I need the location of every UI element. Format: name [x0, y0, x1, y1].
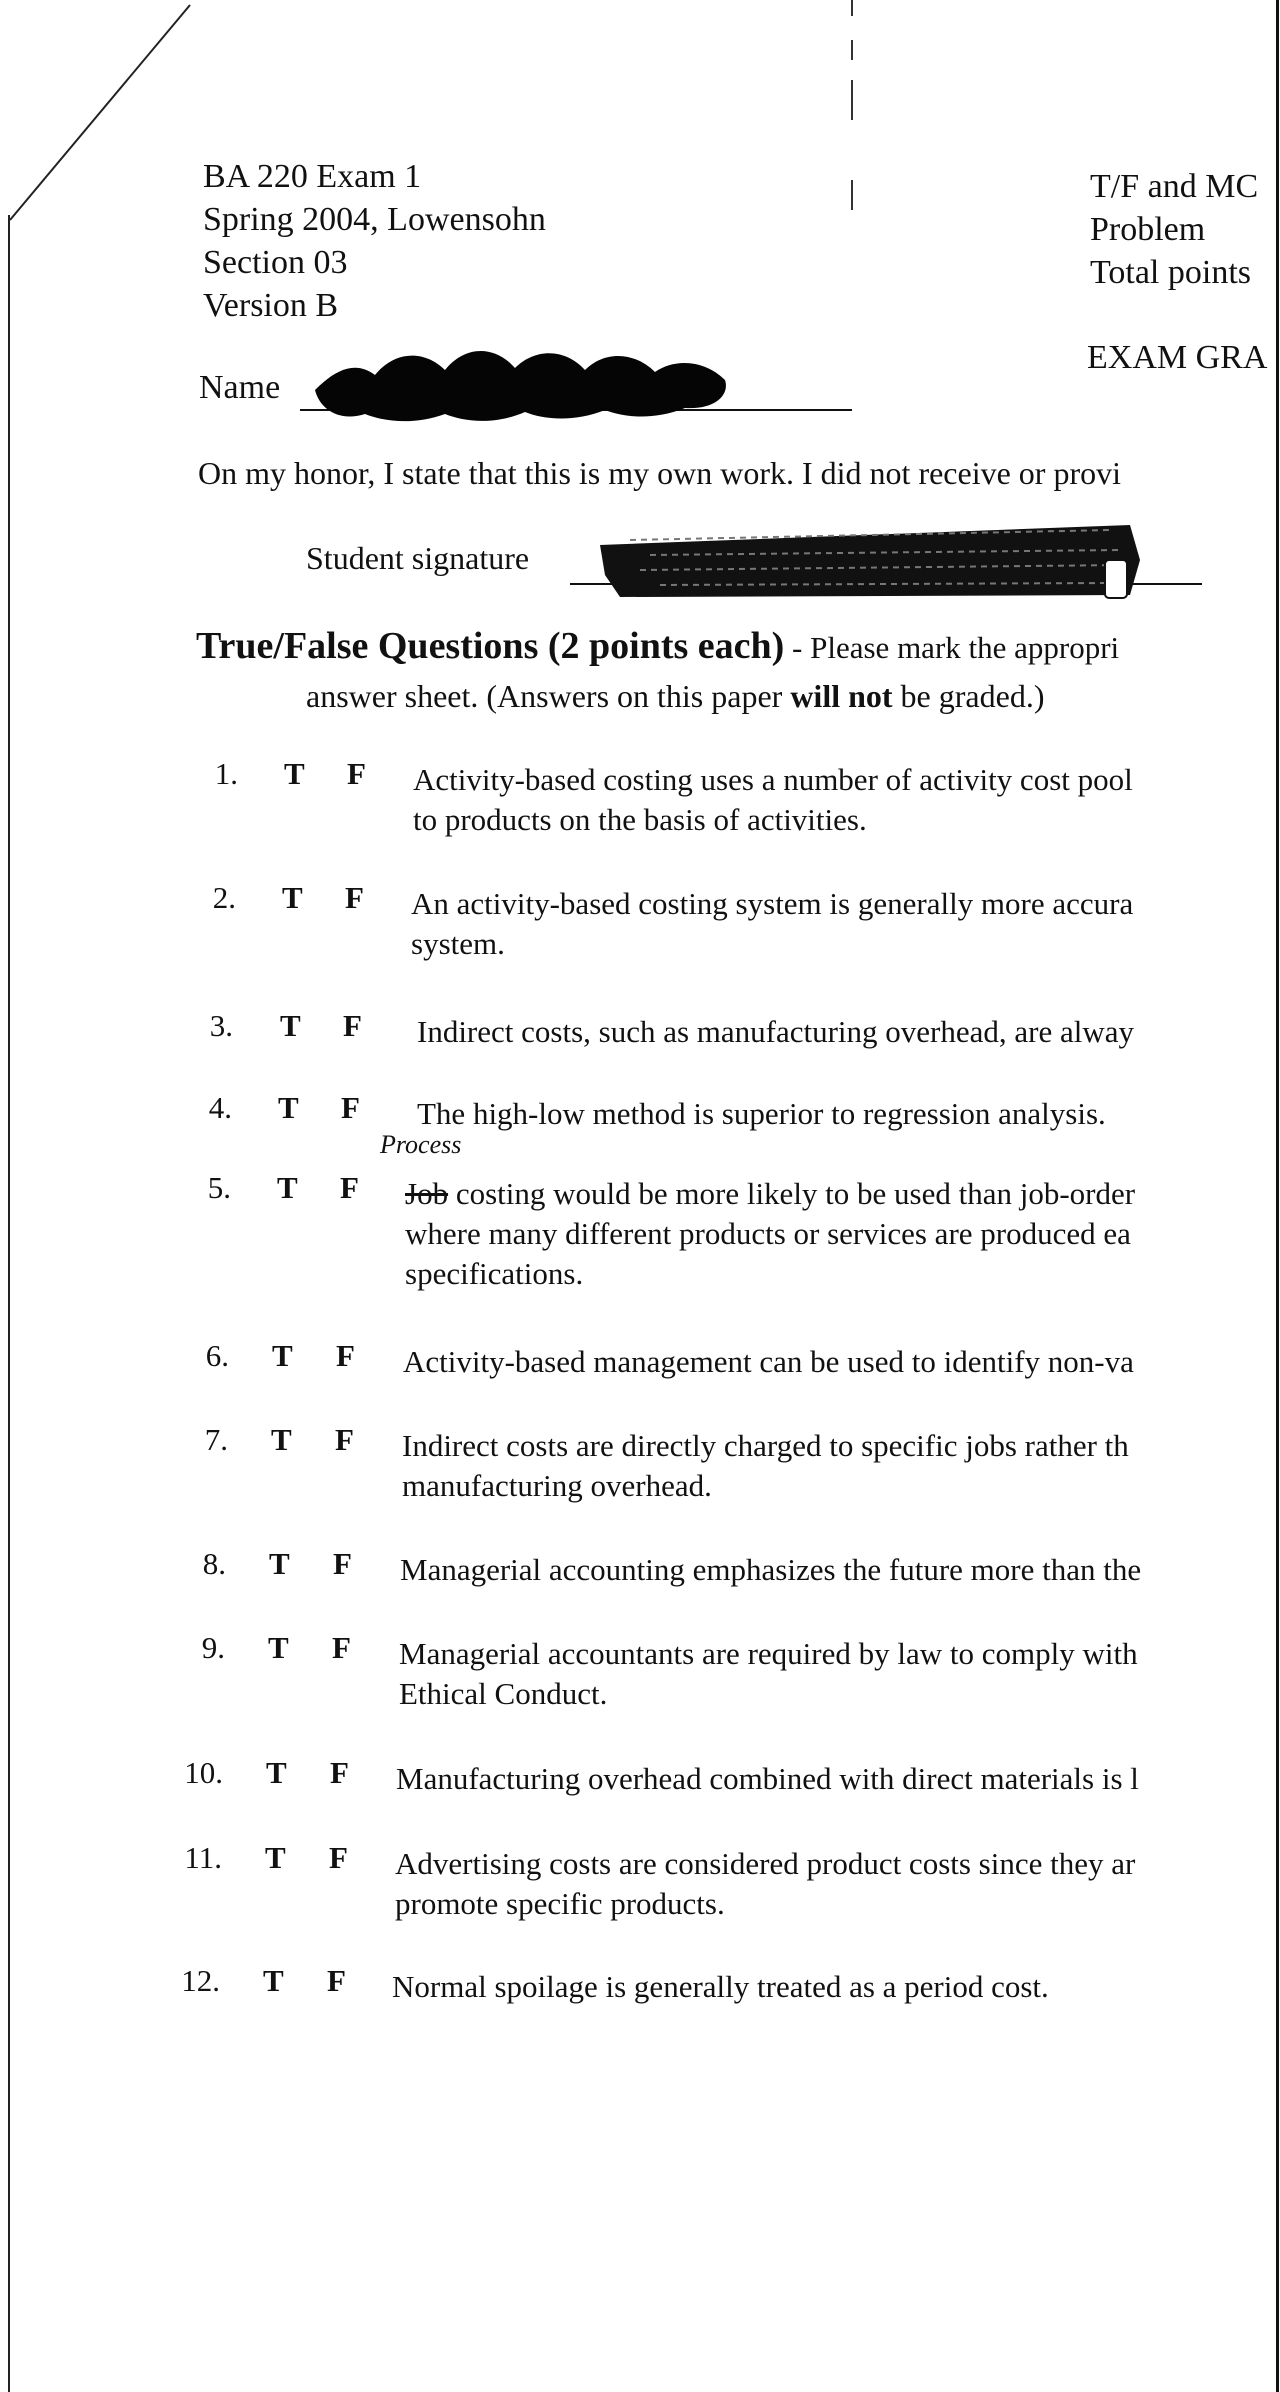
question-text: specifications. — [405, 1256, 584, 1291]
true-option[interactable]: T — [272, 1338, 293, 1373]
instructions-text: be graded.) — [892, 678, 1045, 714]
false-option[interactable]: F — [343, 1008, 362, 1043]
signature-redaction — [590, 505, 1150, 605]
false-option[interactable]: F — [327, 1963, 346, 1998]
question-text: promote specific products. — [395, 1886, 725, 1921]
problem-score-label: Problem — [1090, 211, 1206, 248]
question-number: 4. — [208, 1090, 232, 1125]
true-option[interactable]: T — [278, 1090, 299, 1125]
false-option[interactable]: F — [347, 756, 366, 791]
question-number: 5. — [207, 1170, 231, 1205]
true-option[interactable]: T — [266, 1755, 287, 1790]
instructions-text: answer sheet. (Answers on this paper — [306, 678, 791, 714]
term-info: Spring 2004, Lowensohn — [203, 201, 546, 238]
false-option[interactable]: F — [336, 1338, 355, 1373]
scan-speck — [851, 40, 853, 60]
question-number: 7. — [204, 1422, 228, 1457]
page-left-edge — [8, 215, 10, 2392]
question-text: An activity-based costing system is generally more accura — [411, 886, 1134, 921]
question-number: 6. — [205, 1338, 229, 1373]
instructions-line2 — [306, 678, 1044, 715]
question-number: 1. — [214, 756, 238, 791]
true-option[interactable]: T — [277, 1170, 298, 1205]
true-option[interactable]: T — [269, 1546, 290, 1581]
question-text: Ethical Conduct. — [399, 1676, 608, 1711]
question-text: Indirect costs are directly charged to specific jobs rather th — [402, 1428, 1129, 1463]
true-option[interactable]: T — [265, 1840, 286, 1875]
question-number: 9. — [201, 1630, 225, 1665]
question-text: manufacturing overhead. — [402, 1468, 712, 1503]
question-text-rest: costing would be more likely to be used than job-order — [448, 1176, 1136, 1211]
false-option[interactable]: F — [330, 1755, 349, 1790]
true-option[interactable]: T — [271, 1422, 292, 1457]
name-label: Name — [199, 369, 281, 406]
question-text — [405, 1175, 1135, 1213]
false-option[interactable]: F — [341, 1090, 360, 1125]
handwritten-correction: Process — [380, 1130, 462, 1159]
scan-speck — [851, 80, 853, 120]
false-option[interactable]: F — [345, 880, 364, 915]
struck-word: Job — [405, 1176, 449, 1211]
true-option[interactable]: T — [268, 1630, 289, 1665]
true-option[interactable]: T — [284, 756, 305, 791]
true-option[interactable]: T — [280, 1008, 301, 1043]
true-option[interactable]: T — [263, 1963, 284, 1998]
question-text: Manufacturing overhead combined with direct materials is l — [396, 1761, 1139, 1796]
false-option[interactable]: F — [332, 1630, 351, 1665]
scan-speck — [851, 0, 853, 16]
question-text: to products on the basis of activities. — [413, 802, 867, 837]
question-text: The high-low method is superior to regression analysis. — [417, 1096, 1106, 1131]
section-title: True/False Questions (2 points each) — [196, 625, 785, 667]
false-option[interactable]: F — [329, 1840, 348, 1875]
instructions-emphasis: will not — [790, 678, 893, 714]
scan-speck — [851, 180, 853, 210]
section-info: Section 03 — [203, 244, 348, 281]
question-text: Managerial accountants are required by law to comply with — [399, 1636, 1138, 1671]
question-text: Activity-based management can be used to identify non-va — [403, 1344, 1134, 1379]
tf-mc-score-label: T/F and MC — [1090, 168, 1259, 205]
question-number: 10. — [184, 1755, 223, 1790]
true-option[interactable]: T — [282, 880, 303, 915]
question-number: 11. — [184, 1840, 222, 1875]
name-redaction-scribble — [305, 330, 735, 430]
page-right-edge — [1276, 0, 1279, 2392]
false-option[interactable]: F — [335, 1422, 354, 1457]
instructions-line1: - Please mark the appropri — [784, 630, 1120, 665]
question-text: where many different products or services are produced ea — [405, 1216, 1131, 1251]
question-text: Normal spoilage is generally treated as a period cost. — [392, 1969, 1049, 2004]
question-text: Indirect costs, such as manufacturing overhead, are alway — [417, 1014, 1135, 1049]
question-text: system. — [411, 926, 505, 961]
false-option[interactable]: F — [340, 1170, 359, 1205]
question-text: Managerial accounting emphasizes the future more than the — [400, 1552, 1142, 1587]
version-info: Version B — [203, 287, 339, 324]
honor-statement: On my honor, I state that this is my own work. I did not receive or provi — [198, 455, 1121, 491]
signature-label: Student signature — [306, 540, 530, 576]
course-title: BA 220 Exam 1 — [203, 158, 422, 195]
question-number: 3. — [209, 1008, 233, 1043]
question-text: Advertising costs are considered product costs since they ar — [395, 1846, 1136, 1881]
total-points-label: Total points — [1090, 254, 1252, 291]
folded-corner-line — [0, 0, 200, 230]
question-number: 8. — [202, 1546, 226, 1581]
question-number: 12. — [181, 1963, 220, 1998]
false-option[interactable]: F — [333, 1546, 352, 1581]
question-text: Activity-based costing uses a number of activity cost pool — [413, 762, 1133, 797]
question-number: 2. — [212, 880, 236, 915]
section-title-line — [196, 624, 1119, 668]
exam-grade-label: EXAM GRA — [1087, 339, 1268, 376]
